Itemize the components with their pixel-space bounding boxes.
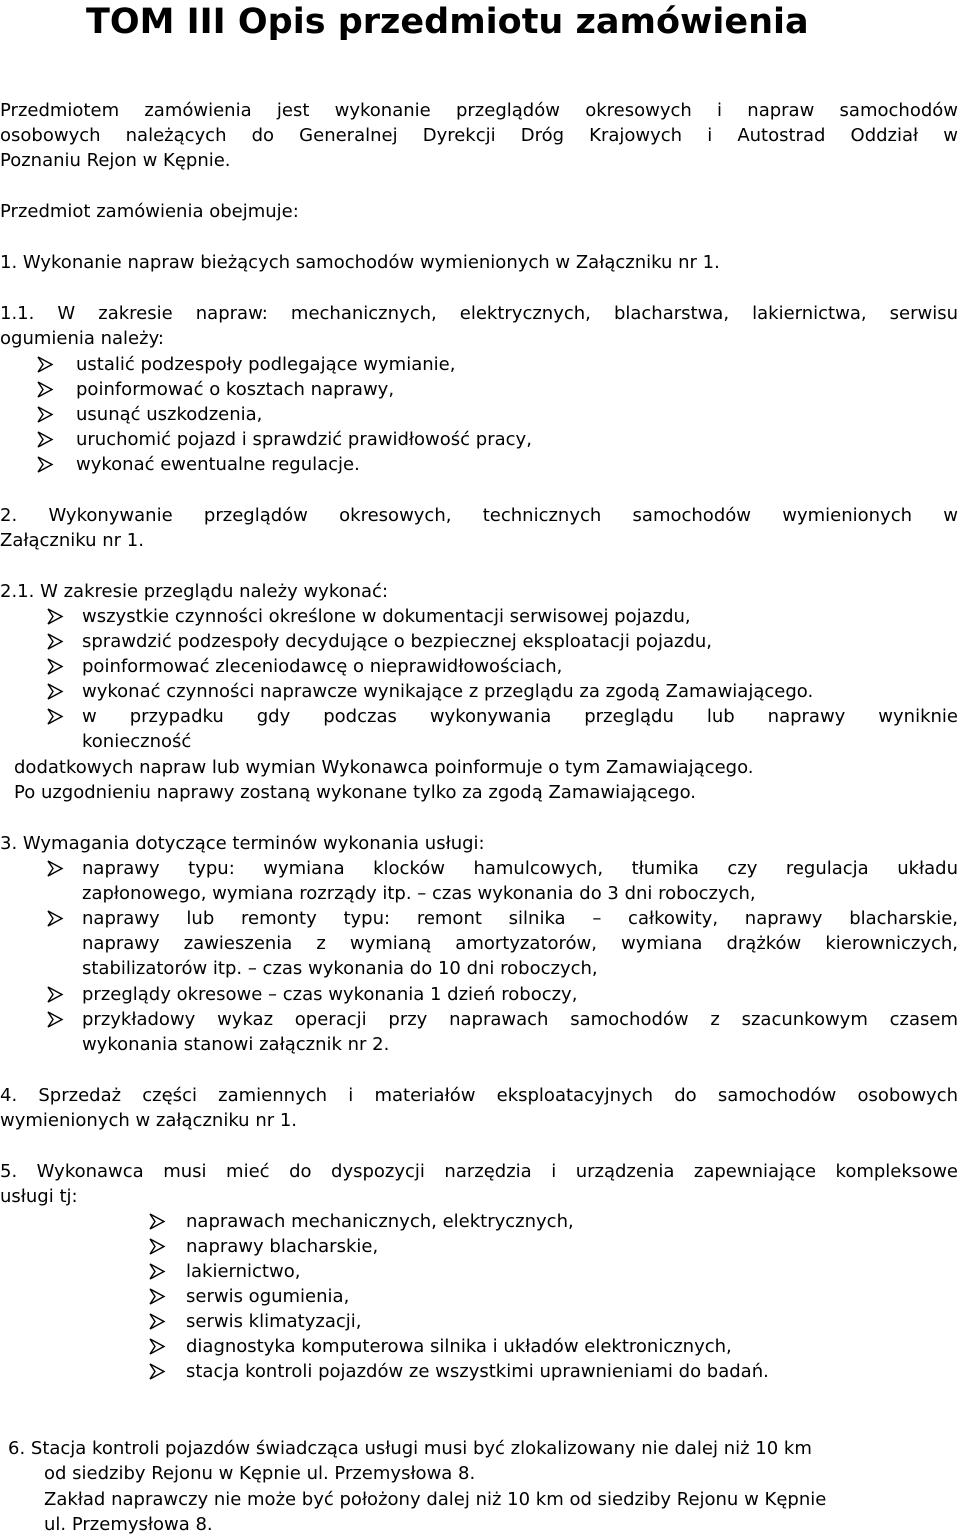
list-item [36, 402, 262, 427]
list-item [46, 629, 712, 654]
arrowhead-bullet-icon [148, 1363, 166, 1380]
section-4-line-1: 4. Sprzedaż części zamiennych i materiałów eksploatacyjnych do samochodów osobowych [0, 1085, 958, 1106]
arrowhead-bullet-icon [46, 910, 64, 927]
list-item-text [82, 704, 958, 754]
list-item-text: naprawy blacharskie, [186, 1236, 379, 1257]
list-item [46, 654, 562, 679]
arrowhead-bullet-icon [36, 381, 54, 398]
arrowhead-bullet-icon [46, 708, 64, 725]
list-item-line: stabilizatorów itp. – czas wykonania do 10 dni roboczych, [82, 958, 598, 979]
list-item-line: naprawy zawieszenia z wymianą amortyzatorów, wymiana drążków kierowniczych, [82, 933, 958, 954]
list-item-text: stacja kontroli pojazdów ze wszystkimi uprawnieniami do badań. [186, 1361, 769, 1382]
arrowhead-bullet-icon [46, 608, 64, 625]
arrowhead-bullet-icon [36, 356, 54, 373]
list-item [36, 377, 394, 402]
list-item-line: naprawy lub remonty typu: remont silnika – całkowity, naprawy blacharskie, [82, 908, 958, 929]
arrowhead-bullet-icon [148, 1263, 166, 1280]
list-item-text [82, 856, 958, 906]
list-item [148, 1259, 300, 1284]
list-item-text: lakiernictwo, [186, 1261, 301, 1282]
arrowhead-bullet-icon [46, 1011, 64, 1028]
list-item-text: poinformować zleceniodawcę o nieprawidłowościach, [82, 656, 563, 677]
section-4-line-2: wymienionych w załączniku nr 1. [0, 1110, 298, 1131]
section-6-line-1: 6. Stacja kontroli pojazdów świadcząca usługi musi być zlokalizowany nie dalej niż 10 km [8, 1438, 812, 1459]
list-item [36, 452, 360, 477]
section-2-heading-line-2: Załączniku nr 1. [0, 530, 144, 551]
list-item [148, 1309, 361, 1334]
section-5-line-2: usługi tj: [0, 1186, 78, 1207]
list-item [46, 982, 577, 1007]
list-item [36, 352, 455, 377]
intro-line-2: osobowych należących do Generalnej Dyrekcji Dróg Krajowych i Autostrad Oddział w [0, 125, 958, 146]
list-item [46, 856, 958, 906]
list-item [148, 1209, 574, 1234]
intro-line-3: Poznaniu Rejon w Kępnie. [0, 150, 231, 171]
list-item-line: naprawy typu: wymiana klocków hamulcowych, tłumika czy regulacja układu [82, 858, 958, 879]
arrowhead-bullet-icon [46, 683, 64, 700]
list-item [36, 427, 532, 452]
list-item [148, 1359, 769, 1384]
list-item-text: usunąć uszkodzenia, [76, 404, 263, 425]
section-1-heading: 1. Wykonanie napraw bieżących samochodów wymienionych w Załączniku nr 1. [0, 252, 720, 273]
section-5-line-1: 5. Wykonawca musi mieć do dyspozycji narzędzia i urządzenia zapewniające kompleksowe [0, 1161, 958, 1182]
list-item-line: przykładowy wykaz operacji przy naprawach samochodów z szacunkowym czasem [82, 1009, 958, 1030]
section-4-paragraph [0, 1083, 958, 1133]
list-item-text: przeglądy okresowe – czas wykonania 1 dzień roboczy, [82, 984, 578, 1005]
list-item [148, 1284, 349, 1309]
list-item [46, 1007, 958, 1057]
arrowhead-bullet-icon [148, 1313, 166, 1330]
list-item-text [82, 1007, 958, 1057]
document-title: TOM III Opis przedmiotu zamówienia [86, 2, 809, 42]
arrowhead-bullet-icon [46, 986, 64, 1003]
list-item-text: serwis ogumienia, [186, 1286, 350, 1307]
arrowhead-bullet-icon [148, 1213, 166, 1230]
arrowhead-bullet-icon [36, 431, 54, 448]
arrowhead-bullet-icon [148, 1338, 166, 1355]
section-2-note-1: dodatkowych napraw lub wymian Wykonawca poinformuje o tym Zamawiającego. [14, 757, 754, 778]
list-item-line: konieczność [82, 731, 192, 752]
section-1-1-line-2: ogumienia należy: [0, 328, 164, 349]
list-item [148, 1334, 732, 1359]
arrowhead-bullet-icon [36, 406, 54, 423]
list-item-text: diagnostyka komputerowa silnika i układów elektronicznych, [186, 1336, 732, 1357]
arrowhead-bullet-icon [46, 633, 64, 650]
list-item [46, 604, 691, 629]
arrowhead-bullet-icon [148, 1238, 166, 1255]
arrowhead-bullet-icon [36, 456, 54, 473]
list-item-text: sprawdzić podzespoły decydujące o bezpiecznej eksploatacji pojazdu, [82, 631, 713, 652]
list-item-line: zapłonowego, wymiana rozrządy itp. – czas wykonania do 3 dni roboczych, [82, 883, 756, 904]
list-item-text: serwis klimatyzacji, [186, 1311, 362, 1332]
list-item [46, 679, 813, 704]
intro-paragraph [0, 98, 958, 173]
list-item-text: uruchomić pojazd i sprawdzić prawidłowość pracy, [76, 429, 532, 450]
section-2-heading-line-1: 2. Wykonywanie przeglądów okresowych, technicznych samochodów wymienionych w [0, 505, 958, 526]
arrowhead-bullet-icon [148, 1288, 166, 1305]
section-1-1-line-1: 1.1. W zakresie napraw: mechanicznych, elektrycznych, blacharstwa, lakiernictwa, serwisu [0, 303, 958, 324]
section-6-line-3: Zakład naprawczy nie może być położony dalej niż 10 km od siedziby Rejonu w Kępnie [44, 1489, 827, 1510]
section-1-1-paragraph [0, 301, 958, 351]
list-item [148, 1234, 378, 1259]
list-item-text: wykonać czynności naprawcze wynikające z przeglądu za zgodą Zamawiającego. [82, 681, 814, 702]
scope-heading: Przedmiot zamówienia obejmuje: [0, 201, 299, 222]
list-item-text: ustalić podzespoły podlegające wymianie, [76, 354, 456, 375]
arrowhead-bullet-icon [46, 860, 64, 877]
intro-line-1: Przedmiotem zamówienia jest wykonanie przeglądów okresowych i napraw samochodów [0, 100, 958, 121]
section-5-paragraph [0, 1159, 958, 1209]
list-item-line: wykonania stanowi załącznik nr 2. [82, 1034, 390, 1055]
section-2-note-2: Po uzgodnieniu naprawy zostaną wykonane tylko za zgodą Zamawiającego. [14, 782, 696, 803]
section-6-line-4: ul. Przemysłowa 8. [44, 1514, 213, 1535]
list-item-text: naprawach mechanicznych, elektrycznych, [186, 1211, 574, 1232]
list-item-text [82, 906, 958, 981]
list-item-line: w przypadku gdy podczas wykonywania przeglądu lub naprawy wyniknie [82, 706, 958, 727]
section-2-1-heading: 2.1. W zakresie przeglądu należy wykonać: [0, 581, 389, 602]
section-2-heading [0, 503, 958, 553]
arrowhead-bullet-icon [46, 658, 64, 675]
list-item [46, 704, 958, 754]
section-3-heading: 3. Wymagania dotyczące terminów wykonania usługi: [0, 833, 485, 854]
list-item-text: poinformować o kosztach naprawy, [76, 379, 395, 400]
list-item-text: wszystkie czynności określone w dokumentacji serwisowej pojazdu, [82, 606, 691, 627]
list-item [46, 906, 958, 981]
section-6-line-2: od siedziby Rejonu w Kępnie ul. Przemysłowa 8. [44, 1463, 476, 1484]
list-item-text: wykonać ewentualne regulacje. [76, 454, 360, 475]
